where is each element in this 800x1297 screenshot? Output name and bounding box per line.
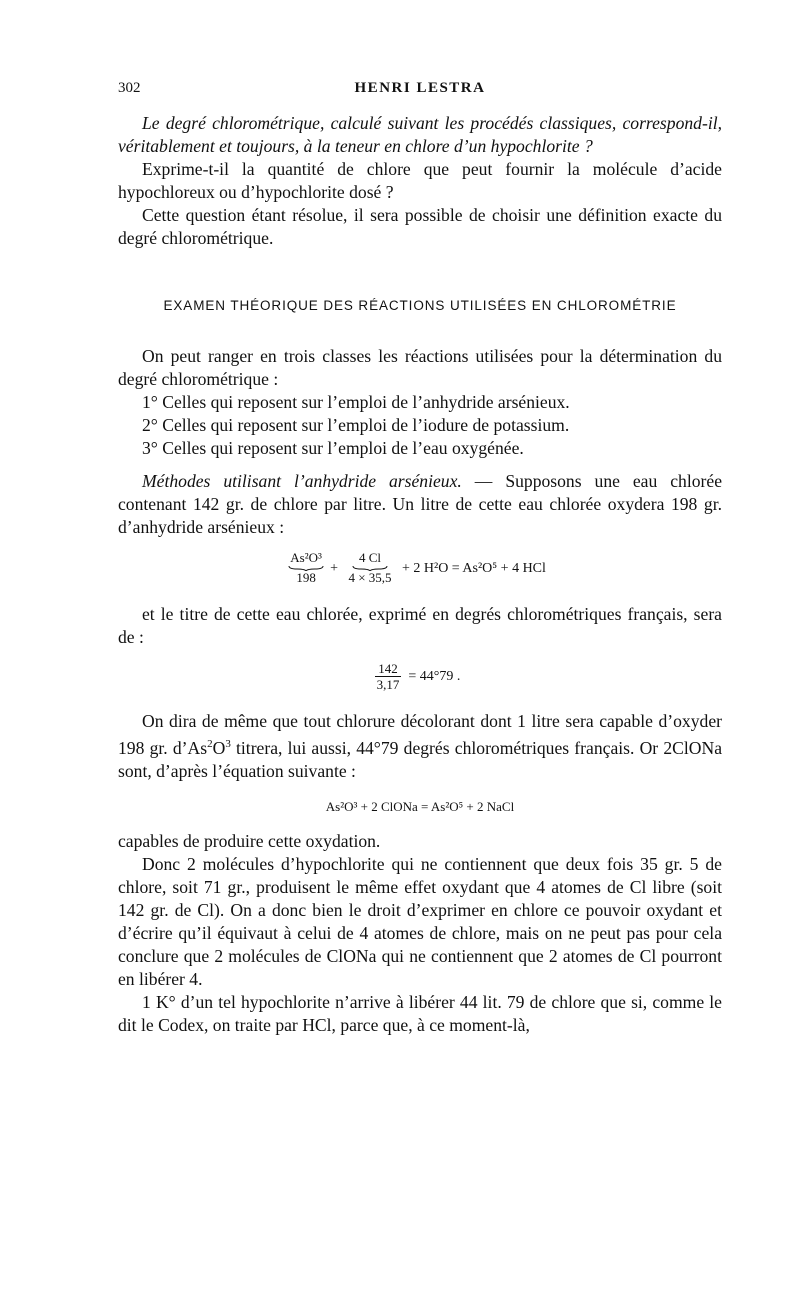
list-item: 3° Celles qui reposent sur l’emploi de l’eau oxygénée. bbox=[142, 438, 524, 458]
running-head: HENRI LESTRA bbox=[354, 80, 486, 96]
intro-question-2: Exprime-t-il la quantité de chlore que peut fournir la molécule d’acide hypochloreux ou d’hypochlorite dosé ? bbox=[118, 159, 722, 202]
fraction-result: = 44°79 . bbox=[408, 669, 461, 684]
body-text bbox=[118, 112, 722, 1037]
method-text: Supposons une eau chlorée contenant 142 gr. de chlore par litre. Un litre de cette eau chlorée oxydera 198 gr. d’anhydride arsénieux : bbox=[118, 471, 723, 537]
dira-text-c: titrera, lui aussi, 44°79 degrés chlorométriques français. Or 2ClONa sont, d’après l’équation suivante : bbox=[118, 737, 723, 781]
dira-paragraph bbox=[118, 710, 722, 783]
page-header bbox=[118, 80, 722, 104]
term-2-mass: 4 × 35,5 bbox=[348, 570, 392, 585]
plus-sign: + bbox=[330, 560, 338, 576]
intro-question-3: Cette question étant résolue, il sera possible de choisir une définition exacte du degré chlorométrique. bbox=[118, 205, 722, 248]
section-title: EXAMEN THÉORIQUE DES RÉACTIONS UTILISÉES EN CHLOROMÉTRIE bbox=[163, 298, 677, 313]
title-paragraph: et le titre de cette eau chlorée, exprimé en degrés chlorométriques français, sera de : bbox=[118, 604, 722, 647]
fraction-equation bbox=[118, 661, 722, 692]
fraction bbox=[374, 661, 403, 692]
method-dash: — bbox=[461, 471, 506, 491]
list-item: 1° Celles qui reposent sur l’emploi de l’anhydride arsénieux. bbox=[142, 392, 570, 412]
dira-text-b: O bbox=[212, 737, 226, 758]
list-item: 2° Celles qui reposent sur l’emploi de l’iodure de potassium. bbox=[142, 415, 570, 435]
equation-arsenious bbox=[118, 551, 722, 585]
method-paragraph bbox=[118, 470, 722, 539]
equation-rest: + 2 H²O = As²O⁵ + 4 HCl bbox=[401, 560, 546, 576]
dira-sup-2: 3 bbox=[225, 738, 231, 750]
donc-paragraph: Donc 2 molécules d’hypochlorite qui ne contiennent que deux fois 35 gr. 5 de chlore, soit 71 gr., produisent le même effet oxydant que 4 atomes de Cl libre (soit 142 gr. de Cl). On a donc bien le droit d’exprimer en chlore ce pouvoir oxydant et d’écrire qu’il équivaut à celui de 4 atomes de chlore, mais on ne peut pas pour cela conclure que 2 molécules de ClONa qui ne contiennent que 2 atomes de Cl pourront en libérer 4. bbox=[118, 853, 722, 989]
dira-sup-1: 2 bbox=[207, 738, 213, 750]
term-2-formula: 4 Cl bbox=[358, 550, 381, 565]
intro-question-1: Le degré chlorométrique, calculé suivant les procédés classiques, correspond-il, véritablement et toujours, à la teneur en chlore d’un hypochlorite ? bbox=[118, 113, 722, 156]
equation-term-2 bbox=[344, 551, 396, 585]
fraction-denominator: 3,17 bbox=[376, 677, 400, 692]
equation-hypochlorite: As²O³ + 2 ClONa = As²O⁵ + 2 NaCl bbox=[325, 798, 515, 814]
last-paragraph: 1 K° d’un tel hypochlorite n’arrive à libérer 44 lit. 79 de chlore que si, comme le dit le Codex, on traite par HCl, parce que, à ce moment-là, bbox=[118, 991, 722, 1035]
fraction-numerator: 142 bbox=[375, 661, 401, 677]
equation-term-1 bbox=[288, 551, 324, 585]
classes-intro: On peut ranger en trois classes les réactions utilisées pour la détermination du degré chlorométrique : bbox=[118, 346, 722, 389]
page-number: 302 bbox=[118, 80, 141, 96]
classes-list bbox=[118, 391, 722, 460]
term-1-mass: 198 bbox=[296, 570, 316, 585]
capables-line: capables de produire cette oxydation. bbox=[118, 830, 381, 851]
term-1-formula: As²O³ bbox=[290, 550, 322, 565]
method-title: Méthodes utilisant l’anhydride arsénieux. bbox=[142, 471, 462, 491]
dira-text-a: On dira de même que tout chlorure décolorant dont 1 litre sera capable d’oxyder 198 gr. d’As bbox=[118, 711, 722, 758]
